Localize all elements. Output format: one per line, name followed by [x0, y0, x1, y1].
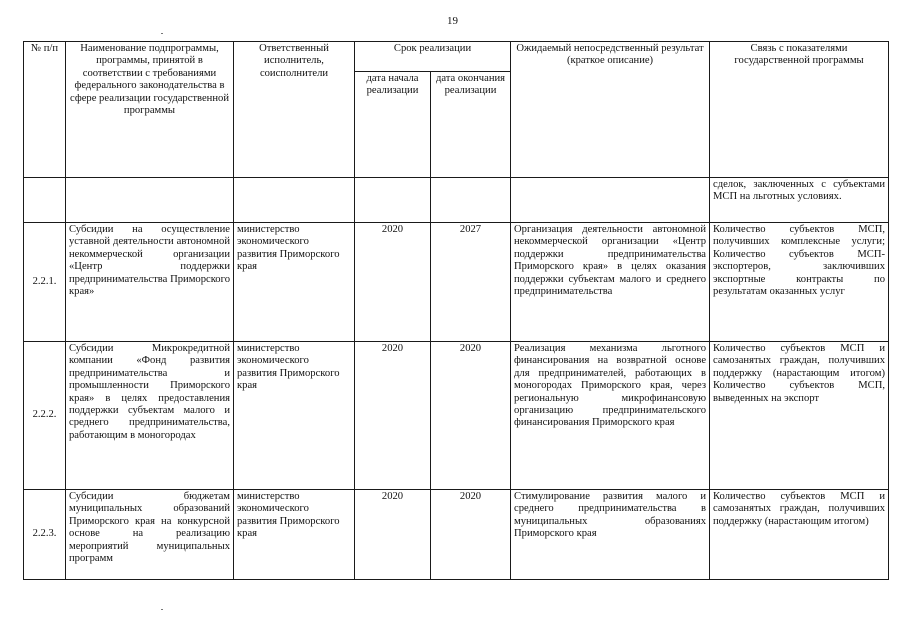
continuation-row [24, 178, 889, 223]
header-result: Ожидаемый непосредственный результат (краткое описание) [511, 42, 710, 178]
row-name: Субсидии на осуществление уставной деятельности автономной некоммерческой организации «Центр поддержки предпринимательства Приморского края» [66, 223, 234, 342]
header-link: Связь с показателями государственной программы [710, 42, 889, 178]
row-end: 2020 [431, 342, 511, 490]
row-link: Количество субъектов МСП и самозанятых граждан, получивших поддержку (нарастающим итогом) [710, 490, 889, 580]
row-start: 2020 [355, 342, 431, 490]
header-responsible: Ответственный исполнитель, соисполнители [234, 42, 355, 178]
header-row-1 [24, 42, 889, 72]
header-num: № п/п [24, 42, 66, 178]
row-responsible: министерство экономического развития Приморского края [234, 223, 355, 342]
row-responsible: министерство экономического развития Приморского края [234, 342, 355, 490]
page-number: 19 [447, 15, 458, 27]
row-name: Субсидии Микрокредитной компании «Фонд развития предпринимательства и промышленности Приморского края» в целях предоставления поддержки субъектам малого и среднего предпринимательства, работающим в моногородах [66, 342, 234, 490]
header-end: дата окончания реализации [431, 72, 511, 178]
row-result: Организация деятельности автономной некоммерческой организации «Центр поддержки предпринимательства Приморского края» в целях оказания поддержки субъектам малого и среднего предпринимательства [511, 223, 710, 342]
cont-cell-end [431, 178, 511, 223]
cont-cell-num [24, 178, 66, 223]
header-name: Наименование подпрограммы, программы, принятой в соответствии с требованиями федерального законодательства в сфере реализации государственной программы [66, 42, 234, 178]
header-period: Срок реализации [355, 42, 511, 72]
row-link: Количество субъектов МСП, получивших комплексные услуги; Количество субъектов МСП-экспортеров, заключивших экспортные контракты по результатам оказанных услуг [710, 223, 889, 342]
table-row [24, 490, 889, 580]
program-table [23, 41, 889, 580]
cont-cell-name [66, 178, 234, 223]
row-number: 2.2.1. [24, 223, 66, 342]
row-result: Реализация механизма льготного финансирования на возвратной основе для предпринимателей, работающих в моногородах Приморского края, через региональную микрофинансовую организацию предпринимательского финансирования Приморского края [511, 342, 710, 490]
scan-speck [161, 33, 163, 34]
row-number: 2.2.2. [24, 342, 66, 490]
continuation-text: сделок, заключенных с субъектами МСП на льготных условиях. [710, 178, 889, 223]
row-start: 2020 [355, 490, 431, 580]
row-start: 2020 [355, 223, 431, 342]
cont-cell-resp [234, 178, 355, 223]
row-name: Субсидии бюджетам муниципальных образований Приморского края на конкурсной основе на реализацию мероприятий муниципальных программ [66, 490, 234, 580]
row-end: 2020 [431, 490, 511, 580]
header-start: дата начала реализации [355, 72, 431, 178]
table-row [24, 342, 889, 490]
row-end: 2027 [431, 223, 511, 342]
row-link: Количество субъектов МСП и самозанятых граждан, получивших поддержку (нарастающим итогом) Количество субъектов МСП, выведенных на экспорт [710, 342, 889, 490]
row-responsible: министерство экономического развития Приморского края [234, 490, 355, 580]
cont-cell-result [511, 178, 710, 223]
cont-cell-start [355, 178, 431, 223]
row-number: 2.2.3. [24, 490, 66, 580]
row-result: Стимулирование развития малого и среднего предпринимательства в муниципальных образованиях Приморского края [511, 490, 710, 580]
scan-speck [161, 609, 163, 610]
table-row [24, 223, 889, 342]
